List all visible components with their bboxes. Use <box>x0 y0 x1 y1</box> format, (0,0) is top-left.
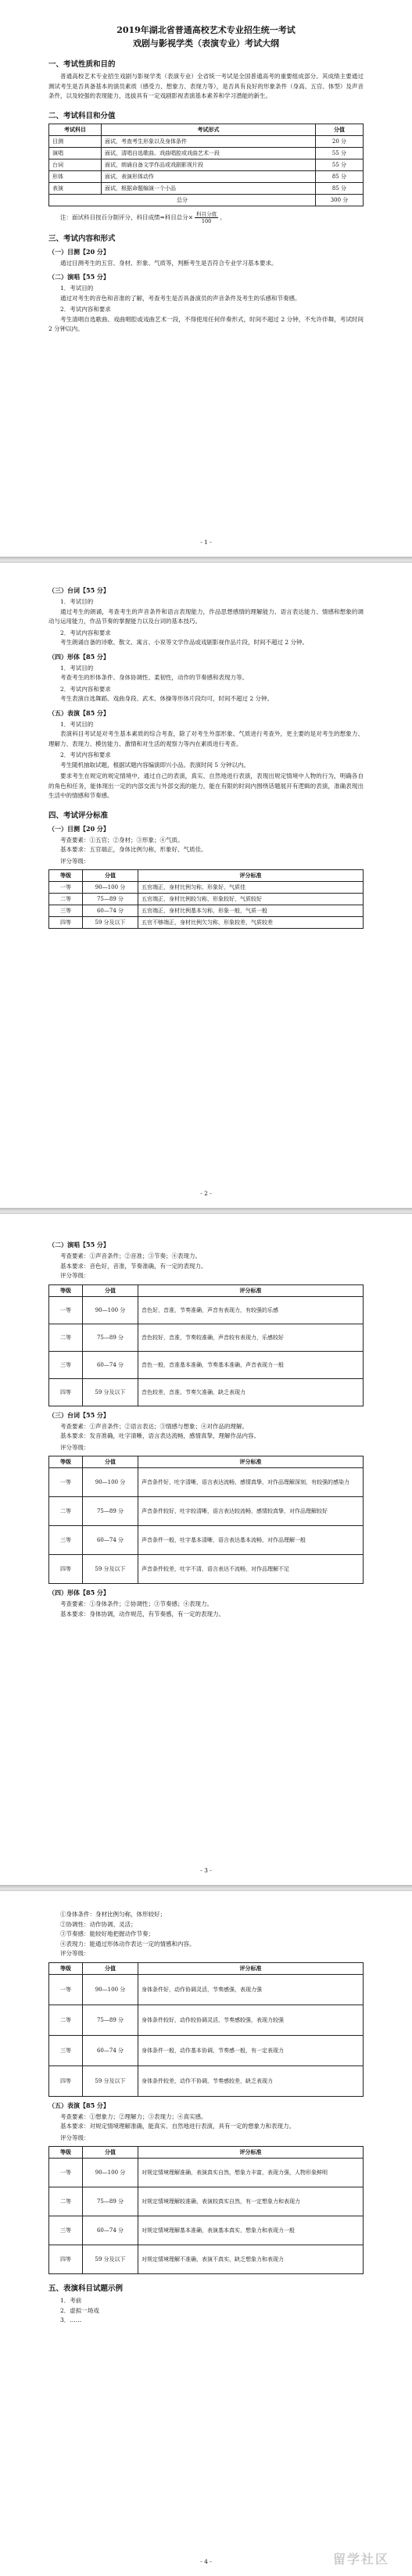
table-row <box>49 1378 364 1406</box>
table-cell: 一等 <box>49 2159 83 2187</box>
table-cell: 90—100 分 <box>83 1296 138 1324</box>
document-page-3 <box>0 1214 412 1885</box>
table-header-cell: 考试科目 <box>49 124 102 135</box>
formula-prefix: 注：面试科目按百分制评分，科目成绩=科目总分× <box>60 213 194 220</box>
table-cell: 59 分及以下 <box>83 917 138 929</box>
subsection-heading: （五）表演【85 分】 <box>48 708 109 717</box>
table-row <box>49 2005 364 2035</box>
movement-score-table <box>48 1962 364 2097</box>
page-separator <box>0 1208 412 1214</box>
table-cell: 60—74 分 <box>83 905 138 917</box>
table-row <box>49 1497 364 1526</box>
table-cell: 对规定情境理解不准确，表演不真实，缺乏想象力和表现力 <box>138 2245 364 2274</box>
text-line: 1．考试目的 <box>60 720 94 728</box>
table-cell: 一等 <box>49 1468 83 1497</box>
table-row <box>49 1526 364 1555</box>
table-cell: 一等 <box>49 1296 83 1324</box>
table-cell: 身体条件一般，动作基本协调，节奏感一般，有一定表现力 <box>138 2035 364 2065</box>
paragraph: 考生清唱自选歌曲、戏曲唱腔或戏曲艺术一段，不得使用任何伴奏形式，时间不超过 2 分钟，不允许伴舞，考试时间 2 分钟以内。 <box>48 315 364 332</box>
page-separator <box>0 557 412 563</box>
table-row <box>49 1351 364 1378</box>
table-header-cell: 分值 <box>83 1962 138 1974</box>
table-header-row <box>49 1284 364 1296</box>
table-cell: 60—74 分 <box>83 2035 138 2065</box>
text-line: 3．…… <box>60 2316 82 2323</box>
table-cell: 音色好，音准，节奏准确，声音有表现力，有较强的乐感 <box>138 1296 364 1324</box>
table-header-row <box>49 870 364 882</box>
page-number: - 3 - <box>200 1867 212 1874</box>
table-row <box>49 1296 364 1324</box>
table-row <box>49 135 364 147</box>
table-row <box>49 917 364 929</box>
text-line: 基本要求：身体协调，动作规范，有节奏感，有一定的表现力。 <box>60 1610 224 1618</box>
table-cell: 二等 <box>49 2187 83 2216</box>
paragraph: 要求考生在规定的规定情境中，通过自己的表演，真实、自然地进行表演，表现出规定情境中人物的行为，明确各自的角色和任务，能体现出一定的内部交流与外部交流的能力，能在有限的时间内围绕话题展开有逻辑的表演，准确表现出生活中的情感和节奏感。 <box>48 772 364 799</box>
table-header-cell: 评分标准 <box>138 1284 364 1296</box>
subsection-heading: （四）形体【85 分】 <box>48 652 109 661</box>
subjects-table <box>48 124 364 206</box>
text-line: 评分等级： <box>60 2134 90 2141</box>
table-cell: 总分 <box>49 194 316 206</box>
table-cell: 20 分 <box>316 135 364 147</box>
table-cell: 二等 <box>49 2005 83 2035</box>
paragraph: 基本要求：五官端正，身体比例匀称，形象好、气质佳。 <box>60 846 207 853</box>
page-2-content <box>48 582 364 933</box>
paragraph: 表演科目考试是对考生基本素质的综合考查，除了对考生外部形象、气质进行考查外，更主要的是对考生的想象力、理解力、表现力、模仿能力、激情和对生活的观察力等内在素质进行考查。 <box>48 730 364 747</box>
table-row <box>49 159 364 170</box>
document-title-line1: 2019年湖北省普通高校艺术专业招生统一考试 <box>116 25 296 35</box>
document-page-2 <box>0 563 412 1208</box>
page-separator <box>0 1885 412 1891</box>
table-row <box>49 2187 364 2216</box>
table-cell: 五官端正，身材比例较匀称，形象较好，气质较好 <box>138 894 364 905</box>
performance-score-table <box>48 2146 364 2274</box>
subsection-heading: （一）目测【20 分】 <box>48 824 109 833</box>
table-header-row <box>49 1962 364 1974</box>
table-cell: 三等 <box>49 1351 83 1378</box>
table-cell: 五官不够端正，身材比例欠匀称，形象较差，气质较差 <box>138 917 364 929</box>
text-line: 2．考试内容和要求 <box>60 306 111 313</box>
table-cell: 五官端正，身材比例匀称，形象好，气质佳 <box>138 882 364 894</box>
table-cell: 形体 <box>49 170 102 182</box>
paragraph: 普通高校艺术专业招生戏剧与影视学类（表演专业）全省统一考试是全国普通高考的重要组成部分。其成绩主要通过测试考生是否具备基本的演员素质（感受力、想象力、表现力等），是否具有良好的形象条件（身高、五官、体型）及声音条件，以及较强的表现能力，选拔具有一定戏剧影视表演基本素养和学习潜能的新生。 <box>48 73 364 99</box>
section-heading: 一、考试性质和目的 <box>48 60 116 69</box>
subsection-heading: （三）台词【55 分】 <box>48 1410 109 1419</box>
text-line: 评分等级： <box>60 1272 90 1279</box>
subsection-heading: （二）演唱【55 分】 <box>48 273 109 281</box>
table-cell: 75—89 分 <box>83 2005 138 2035</box>
table-cell: 二等 <box>49 1324 83 1351</box>
text-line: ②协调性：动作协调、灵活； <box>60 1920 137 1928</box>
paragraph: 通过对考生的音色和音准的了解，考查考生是否具备演员的声音条件及考生的乐感和节奏感。 <box>60 294 301 302</box>
table-cell: 90—100 分 <box>83 882 138 894</box>
table-total-row <box>49 194 364 206</box>
paragraph: 通过目测考生的五官、身材、形象、气质等，判断考生是否符合专业学习基本要求。 <box>60 259 278 267</box>
table-header-cell: 评分标准 <box>138 870 364 882</box>
section-heading: 二、考试科目和分值 <box>48 111 116 120</box>
table-row <box>49 170 364 182</box>
subsection-heading: （五）表演【85 分】 <box>48 2101 109 2109</box>
text-line: 2．考试内容和要求 <box>60 751 111 758</box>
table-cell: 二等 <box>49 894 83 905</box>
text-line: ③节奏感：能较好地把握动作节奏； <box>60 1930 154 1937</box>
table-row <box>49 2159 364 2187</box>
visual-score-table <box>48 869 364 929</box>
table-header-cell: 分值 <box>83 870 138 882</box>
table-row <box>49 894 364 905</box>
table-header-cell: 评分标准 <box>138 1456 364 1468</box>
table-cell: 60—74 分 <box>83 1351 138 1378</box>
recitation-score-table <box>48 1456 364 1584</box>
text-line: 1．考前 <box>60 2297 82 2304</box>
table-header-cell: 分值 <box>316 124 364 135</box>
subsection-heading: （三）台词【55 分】 <box>48 586 109 594</box>
table-cell: 59 分及以下 <box>83 2245 138 2274</box>
table-header-cell: 分值 <box>83 1456 138 1468</box>
table-header-cell: 分值 <box>83 2147 138 2159</box>
table-cell: 演唱 <box>49 147 102 159</box>
text-line: 考查要素：①身体条件；②协调性；③节奏感；④表现力。 <box>60 1600 213 1607</box>
table-cell: 75—89 分 <box>83 2187 138 2216</box>
paragraph: 通过考生的朗诵，考查考生的声音条件和语言表现能力，作品思想感情的理解能力、语言表达能力、情感和想象的调动与运用能力，作品节奏的掌握能力以及台词的基本技巧。 <box>48 607 364 625</box>
text-line: 评分等级： <box>60 1950 90 1957</box>
table-cell: 90—100 分 <box>83 1974 138 2005</box>
text-line: 1．考试目的 <box>60 664 94 672</box>
text-line: ④表现力：能通过形体动作表达一定的情感和内容。 <box>60 1940 195 1947</box>
table-row <box>49 2216 364 2245</box>
table-row <box>49 1324 364 1351</box>
watermark-logo: 留学社区 <box>332 2551 389 2567</box>
table-cell: 60—74 分 <box>83 2216 138 2245</box>
table-row <box>49 905 364 917</box>
table-cell: 声音条件较好，吐字较清晰，语言表达较流畅，感情较真挚，对作品理解较好 <box>138 1497 364 1526</box>
text-line: 考查要素：①五官；②身材；③形象；④气质。 <box>60 836 184 844</box>
table-cell: 对规定情境理解准确，表演真实自然，想象力丰富，表现力强，人物形象鲜明 <box>138 2159 364 2187</box>
table-row <box>49 1468 364 1497</box>
table-cell: 一等 <box>49 1974 83 2005</box>
table-cell: 音色较好，音准，节奏较准确，声音较有表现力，乐感较好 <box>138 1324 364 1351</box>
page-number: - 4 - <box>200 2558 212 2565</box>
singing-score-table <box>48 1284 364 1406</box>
table-cell: 300 分 <box>316 194 364 206</box>
table-cell: 声音条件较差，吐字不清，语言表达不流畅，对作品理解不足 <box>138 1555 364 1584</box>
table-cell: 台词 <box>49 159 102 170</box>
table-cell: 身体条件较差，动作不协调，节奏感较差，缺乏表现力 <box>138 2065 364 2096</box>
subsection-heading: （一）目测【20 分】 <box>48 247 109 256</box>
text-line: 评分等级： <box>60 1443 90 1451</box>
table-header-cell: 评分标准 <box>138 1962 364 1974</box>
table-header-cell: 等级 <box>49 870 83 882</box>
table-header-cell: 等级 <box>49 2147 83 2159</box>
table-cell: 三等 <box>49 2216 83 2245</box>
table-cell: 身体条件较好，动作较协调灵活，节奏感较强，表现力较强 <box>138 2005 364 2035</box>
document-title-line2: 戏剧与影视学类（表演专业）考试大纲 <box>133 38 279 48</box>
section-heading: 三、考试内容和形式 <box>48 234 116 243</box>
table-cell: 四等 <box>49 2245 83 2274</box>
page-number: - 1 - <box>200 539 212 546</box>
table-cell: 三等 <box>49 1526 83 1555</box>
fraction-denominator: 100 <box>201 217 212 224</box>
table-cell: 85 分 <box>316 182 364 194</box>
table-cell: 四等 <box>49 1378 83 1406</box>
page-3-content <box>48 1236 364 1619</box>
table-cell: 四等 <box>49 917 83 929</box>
text-line: 1．考试目的 <box>60 598 94 605</box>
table-cell: 一等 <box>49 882 83 894</box>
table-cell: 面试，考查考生形象以及身体条件 <box>102 135 316 147</box>
text-line: 考查要素：①声音条件；②音准；③节奏；④表现力。 <box>60 1252 201 1259</box>
text-line: ①身体条件：身材比例匀称，体形较好； <box>60 1911 166 1918</box>
paragraph: 考查考生的形体条件、身体协调性、柔韧性，动作的节奏感和表现力等。 <box>60 674 248 681</box>
table-cell: 面试，根据命题编演一个小品 <box>102 182 316 194</box>
table-cell: 身体条件好，动作协调灵活，节奏感强，表现力强 <box>138 1974 364 2005</box>
text-line: 1．考试目的 <box>60 285 94 292</box>
table-cell: 四等 <box>49 2065 83 2096</box>
table-cell: 60—74 分 <box>83 1526 138 1555</box>
table-cell: 59 分及以下 <box>83 2065 138 2096</box>
table-cell: 四等 <box>49 1555 83 1584</box>
table-row <box>49 2245 364 2274</box>
table-row <box>49 182 364 194</box>
table-cell: 75—89 分 <box>83 1324 138 1351</box>
fraction-numerator: 科目分值 <box>196 210 217 217</box>
table-cell: 55 分 <box>316 147 364 159</box>
table-header-cell: 等级 <box>49 1284 83 1296</box>
formula-suffix: 。 <box>220 213 226 220</box>
formula-fraction <box>195 211 218 224</box>
table-cell: 90—100 分 <box>83 1468 138 1497</box>
table-cell: 对规定情境理解基本准确，表演基本真实，想象力和表现力一般 <box>138 2216 364 2245</box>
table-cell: 59 分及以下 <box>83 1378 138 1406</box>
table-cell: 声音条件好，吐字清晰，语言表达流畅，感情真挚，对作品理解深刻，有较强的感染力 <box>138 1468 364 1497</box>
table-cell: 声音条件一般，吐字基本清晰，语言表达基本流畅，对作品理解一般 <box>138 1526 364 1555</box>
section-heading: 五、表演科目试题示例 <box>48 2284 124 2293</box>
table-cell: 三等 <box>49 2035 83 2065</box>
text-line: 2．虚拟一场戏 <box>60 2306 99 2314</box>
table-header-cell: 评分标准 <box>138 2147 364 2159</box>
table-cell: 音色一般，音准基本准确，节奏基本准确，声音表现力一般 <box>138 1351 364 1378</box>
table-row <box>49 882 364 894</box>
text-line: 2．考试内容和要求 <box>60 629 111 636</box>
paragraph: 考生表演自选舞蹈、戏曲身段、武术、体操等形体片段均可，时间不超过 2 分钟。 <box>60 695 274 702</box>
text-line: 2．考试内容和要求 <box>60 685 111 693</box>
subsection-heading: （四）形体【85 分】 <box>48 1589 109 1596</box>
table-cell: 三等 <box>49 905 83 917</box>
table-row <box>49 1555 364 1584</box>
page-1-content <box>48 23 364 336</box>
text-line: 考查要素：①想象力；②理解力；③表现力；④真实感。 <box>60 2112 207 2120</box>
paragraph: 考生随机抽取试题，根据试题内容编演即兴小品。表演时间 5 分钟以内。 <box>60 761 250 769</box>
table-cell: 55 分 <box>316 159 364 170</box>
table-cell: 表演 <box>49 182 102 194</box>
document-page-4 <box>0 1891 412 2576</box>
section-heading: 四、考试评分标准 <box>48 811 109 820</box>
subsection-heading: （二）演唱【55 分】 <box>48 1241 109 1249</box>
table-row <box>49 1974 364 2005</box>
table-row <box>49 2065 364 2096</box>
table-cell: 75—89 分 <box>83 1497 138 1526</box>
text-line: 考查要素：①声音条件；②语言表达；③情感与想象；④对作品的理解。 <box>60 1422 248 1430</box>
table-cell: 90—100 分 <box>83 2159 138 2187</box>
text-line: 评分等级： <box>60 857 90 865</box>
paragraph: 考生朗诵自备的诗歌、散文、寓言、小说等文学作品或戏剧影视作品片段，时间不超过 2 分钟。 <box>60 639 309 646</box>
table-cell: 目测 <box>49 135 102 147</box>
table-row <box>49 147 364 159</box>
table-cell: 75—89 分 <box>83 894 138 905</box>
page-number: - 2 - <box>200 1190 212 1197</box>
table-cell: 对规定情境理解较准确，表演较真实自然，有一定想象力和表现力 <box>138 2187 364 2216</box>
text-line: 基本要求：音色好，音准，节奏准确，有一定的表现力。 <box>60 1262 207 1270</box>
table-cell: 59 分及以下 <box>83 1555 138 1584</box>
table-cell: 85 分 <box>316 170 364 182</box>
table-row <box>49 2035 364 2065</box>
table-cell: 音色较差，音准、节奏欠准确，缺乏表现力 <box>138 1378 364 1406</box>
paragraph: 基本要求：发音准确，吐字清晰，语言表达流畅，感情真挚，理解作品内容。 <box>60 1432 260 1439</box>
table-header-cell: 等级 <box>49 1962 83 1974</box>
page-4-content <box>48 1910 364 2326</box>
table-header-row <box>49 2147 364 2159</box>
document-page-1 <box>0 0 412 557</box>
table-header-row <box>49 1456 364 1468</box>
table-header-cell: 分值 <box>83 1284 138 1296</box>
table-header-cell: 等级 <box>49 1456 83 1468</box>
table-cell: 五官端正，身材比例基本匀称，形象一般，气质一般 <box>138 905 364 917</box>
table-cell: 面试，清唱自选歌曲、戏曲唱腔或戏曲艺术一段 <box>102 147 316 159</box>
table-cell: 二等 <box>49 1497 83 1526</box>
table-cell: 面试，朗诵自备文学作品或戏剧影视片段 <box>102 159 316 170</box>
table-cell: 面试，表演形体动作 <box>102 170 316 182</box>
table-header-row <box>49 124 364 135</box>
score-formula-note <box>48 211 364 224</box>
table-header-cell: 考试形式 <box>102 124 316 135</box>
paragraph: 基本要求：对规定情境理解准确，能真实、自然地进行表演，具有一定的想象力和表现力。 <box>60 2123 295 2130</box>
